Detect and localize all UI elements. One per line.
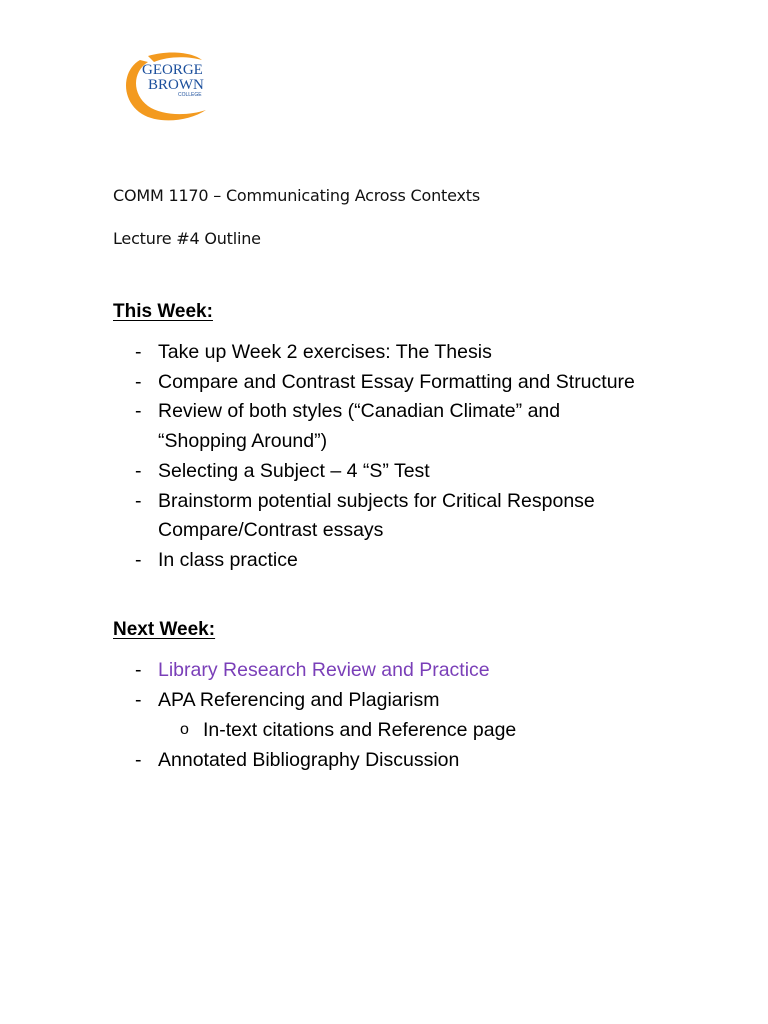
list-item-text: Selecting a Subject – 4 “S” Test bbox=[158, 460, 430, 482]
list-item-text: Brainstorm potential subjects for Critical Response bbox=[158, 490, 595, 512]
course-title: COMM 1170 – Communicating Across Contexts bbox=[113, 186, 480, 205]
logo-text-college: COLLEGE bbox=[178, 92, 202, 98]
logo-text-brown: BROWN bbox=[148, 77, 204, 93]
list-dash: - bbox=[135, 490, 142, 512]
list-item-text: Review of both styles (“Canadian Climate” and bbox=[158, 400, 561, 422]
list-item-text: In class practice bbox=[158, 549, 298, 571]
list-dash: - bbox=[135, 371, 142, 393]
library-research-link[interactable]: Library Research Review and Practice bbox=[158, 659, 490, 681]
this-week-heading: This Week: bbox=[113, 301, 213, 322]
college-logo bbox=[118, 50, 218, 126]
list-item-text: Take up Week 2 exercises: The Thesis bbox=[158, 341, 492, 363]
list-item-text: Compare/Contrast essays bbox=[158, 519, 384, 541]
logo-graphic bbox=[118, 50, 218, 126]
list-item-text: APA Referencing and Plagiarism bbox=[158, 689, 440, 711]
list-item-text: Compare and Contrast Essay Formatting and Structure bbox=[158, 371, 635, 393]
list-dash: - bbox=[135, 659, 142, 681]
logo-arc bbox=[148, 53, 202, 62]
list-dash: - bbox=[135, 749, 142, 771]
list-dash: - bbox=[135, 460, 142, 482]
logo-text-george: GEORGE bbox=[142, 62, 203, 78]
next-week-heading: Next Week: bbox=[113, 619, 216, 640]
list-dash: - bbox=[135, 400, 142, 422]
list-dash: - bbox=[135, 549, 142, 571]
list-item-text: “Shopping Around”) bbox=[158, 430, 328, 452]
sub-list-item-text: In-text citations and Reference page bbox=[203, 719, 517, 741]
list-dash: - bbox=[135, 689, 142, 711]
list-dash: - bbox=[135, 341, 142, 363]
list-item-text: Annotated Bibliography Discussion bbox=[158, 749, 460, 771]
lecture-title: Lecture #4 Outline bbox=[113, 229, 261, 248]
sub-bullet: o bbox=[180, 721, 189, 738]
